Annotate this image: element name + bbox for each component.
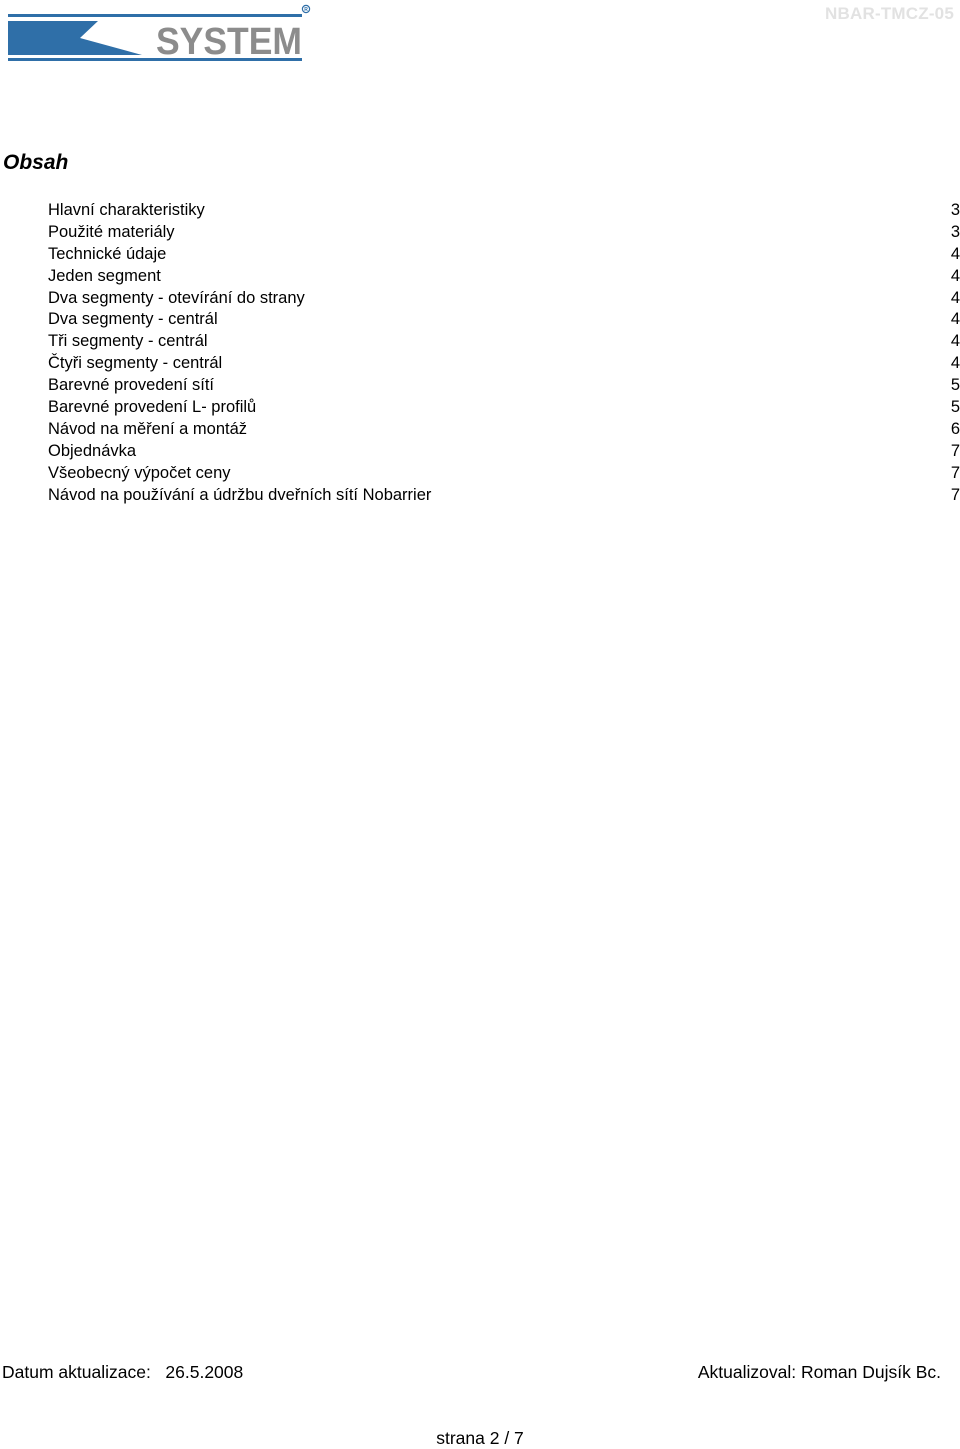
toc-entry-page[interactable]: 4 — [950, 354, 960, 373]
table-of-contents — [48, 200, 960, 506]
toc-entry-label[interactable]: Jeden segment — [48, 266, 161, 285]
toc-entry[interactable] — [48, 331, 960, 353]
toc-entry[interactable] — [48, 288, 960, 310]
toc-entry-page[interactable]: 5 — [950, 376, 960, 395]
toc-entry-page[interactable]: 6 — [950, 419, 960, 438]
toc-entry-label[interactable]: Čtyři segmenty - centrál — [48, 354, 223, 373]
company-logo — [6, 4, 312, 66]
toc-entry[interactable] — [48, 419, 960, 441]
toc-entry-page[interactable]: 7 — [950, 441, 960, 460]
toc-entry[interactable] — [48, 244, 960, 266]
toc-entry[interactable] — [48, 375, 960, 397]
toc-entry-page[interactable]: 3 — [950, 222, 960, 241]
toc-entry-label[interactable]: Dva segmenty - centrál — [48, 310, 218, 329]
toc-entry[interactable] — [48, 266, 960, 288]
toc-entry-label[interactable]: Všeobecný výpočet ceny — [48, 463, 231, 482]
toc-entry-page[interactable]: 3 — [950, 201, 960, 219]
toc-entry-label[interactable]: Barevné provedení sítí — [48, 376, 215, 395]
k-system-logo-graphic — [6, 4, 312, 66]
document-code: NBAR-TMCZ-05 — [825, 4, 954, 23]
svg-text:R: R — [304, 7, 308, 13]
toc-entry-page[interactable]: 4 — [950, 310, 960, 329]
toc-entry-page[interactable]: 4 — [950, 244, 960, 263]
toc-entry[interactable] — [48, 441, 960, 463]
toc-entry-page[interactable]: 7 — [950, 485, 960, 504]
toc-entry-label[interactable]: Použité materiály — [48, 222, 175, 241]
toc-entry-page[interactable]: 4 — [950, 288, 960, 307]
toc-entry-page[interactable]: 7 — [950, 463, 960, 482]
toc-entry-page[interactable]: 4 — [950, 266, 960, 285]
updated-by: Aktualizoval: Roman Dujsík Bc. — [697, 1362, 941, 1382]
page-number: strana 2 / 7 — [436, 1428, 524, 1448]
toc-entry-label[interactable]: Objednávka — [48, 441, 137, 460]
toc-entry-label[interactable]: Dva segmenty - otevírání do strany — [48, 288, 305, 307]
toc-entry-page[interactable]: 4 — [950, 332, 960, 351]
toc-entry[interactable] — [48, 353, 960, 375]
toc-entry[interactable] — [48, 309, 960, 331]
update-date: Datum aktualizace: 26.5.2008 — [2, 1362, 244, 1382]
toc-entry-label[interactable]: Hlavní charakteristiky — [48, 201, 205, 219]
logo-wordmark: SYSTEM — [156, 21, 302, 63]
toc-entry-label[interactable]: Návod na měření a montáž — [48, 419, 248, 438]
toc-entry-label[interactable]: Barevné provedení L- profilů — [48, 398, 257, 417]
toc-entry-page[interactable]: 5 — [950, 398, 960, 417]
toc-entry[interactable] — [48, 200, 960, 222]
toc-entry[interactable] — [48, 397, 960, 419]
toc-entry[interactable] — [48, 222, 960, 244]
toc-entry-label[interactable]: Tři segmenty - centrál — [48, 332, 208, 351]
toc-entry-label[interactable]: Technické údaje — [48, 244, 167, 263]
toc-entry[interactable] — [48, 463, 960, 485]
toc-entry[interactable] — [48, 485, 960, 507]
toc-title: Obsah — [3, 151, 69, 174]
toc-entry-label[interactable]: Návod na používání a údržbu dveřních sítí Nobarrier — [48, 485, 432, 504]
